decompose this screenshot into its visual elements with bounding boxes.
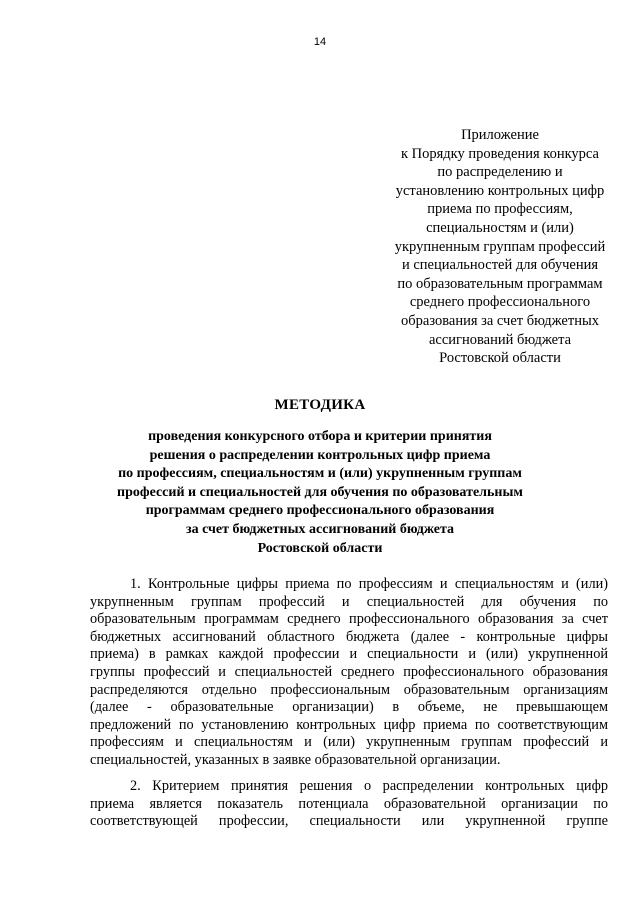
paragraph-line: бюджетных ассигнований областного бюджета (далее - контрольные цифры [90, 628, 608, 645]
paragraph-line: укрупненным группам профессий и специальностей для обучения по [90, 593, 608, 610]
paragraph-line: 2. Критерием принятия решения о распределении контрольных цифр [130, 778, 608, 794]
paragraph-line: 1. Контрольные цифры приема по профессиям и специальностям и (или) [130, 576, 608, 592]
appendix-line: установлению контрольных цифр [395, 182, 605, 199]
paragraph-line: (далее - образовательные организации) в объеме, не превышающем [90, 699, 608, 716]
paragraph-line: образовательным программам среднего профессионального образования за счет [90, 611, 608, 628]
page-number: 14 [313, 36, 327, 48]
appendix-line: и специальностей для обучения [401, 257, 599, 274]
appendix-line: ассигнований бюджета [428, 331, 572, 348]
paragraph-line: профессиям и специальностям и (или) укрупненным группам профессий и [90, 734, 608, 751]
appendix-line: образования за счет бюджетных [401, 312, 599, 329]
appendix-line: Ростовской области [439, 350, 561, 367]
appendix-line: к Порядку проведения конкурса [400, 145, 599, 162]
appendix-line: Приложение [461, 127, 539, 143]
document-title: МЕТОДИКА [274, 397, 366, 413]
appendix-line: по распределению и [437, 164, 563, 181]
subtitle-line: за счет бюджетных ассигнований бюджета [185, 521, 455, 537]
subtitle-line: Ростовской области [257, 540, 383, 556]
appendix-header [368, 126, 632, 368]
appendix-line: укрупненным группам профессий [394, 238, 606, 255]
document-subtitle [80, 428, 560, 558]
appendix-line: специальностям и (или) [426, 219, 574, 236]
paragraph-2 [90, 778, 608, 831]
subtitle-line: профессий и специальностей для обучения по образовательным [117, 484, 523, 500]
subtitle-line: программам среднего профессионального образования [145, 503, 495, 519]
appendix-line: по образовательным программам [397, 275, 603, 292]
subtitle-line: по профессиям, специальностям и (или) укрупненным группам [118, 466, 522, 482]
appendix-line: приема по профессиям, [427, 201, 573, 218]
subtitle-line: проведения конкурсного отбора и критерии принятия [148, 429, 492, 444]
paragraph-line: распределяются отдельно профессиональным образовательным организациям [90, 681, 608, 698]
paragraph-line: группы профессий и специальностей среднего профессионального образования [90, 663, 608, 680]
paragraph-line: специальностей, указанных в заявке образовательной организации. [90, 751, 501, 768]
paragraph-line: приема) в рамках каждой профессии и специальности и (или) укрупненной [90, 646, 608, 663]
appendix-line: среднего профессионального [409, 294, 591, 311]
subtitle-line: решения о распределении контрольных цифр приема [149, 447, 491, 463]
paragraph-line: соответствующей профессии, специальности или укрупненной группе [90, 813, 608, 830]
paragraph-line: приема является показатель потенциала образовательной организации по [90, 795, 608, 812]
paragraph-1 [90, 576, 608, 770]
paragraph-line: предложений по установлению контрольных цифр приема по соответствующим [90, 716, 608, 733]
